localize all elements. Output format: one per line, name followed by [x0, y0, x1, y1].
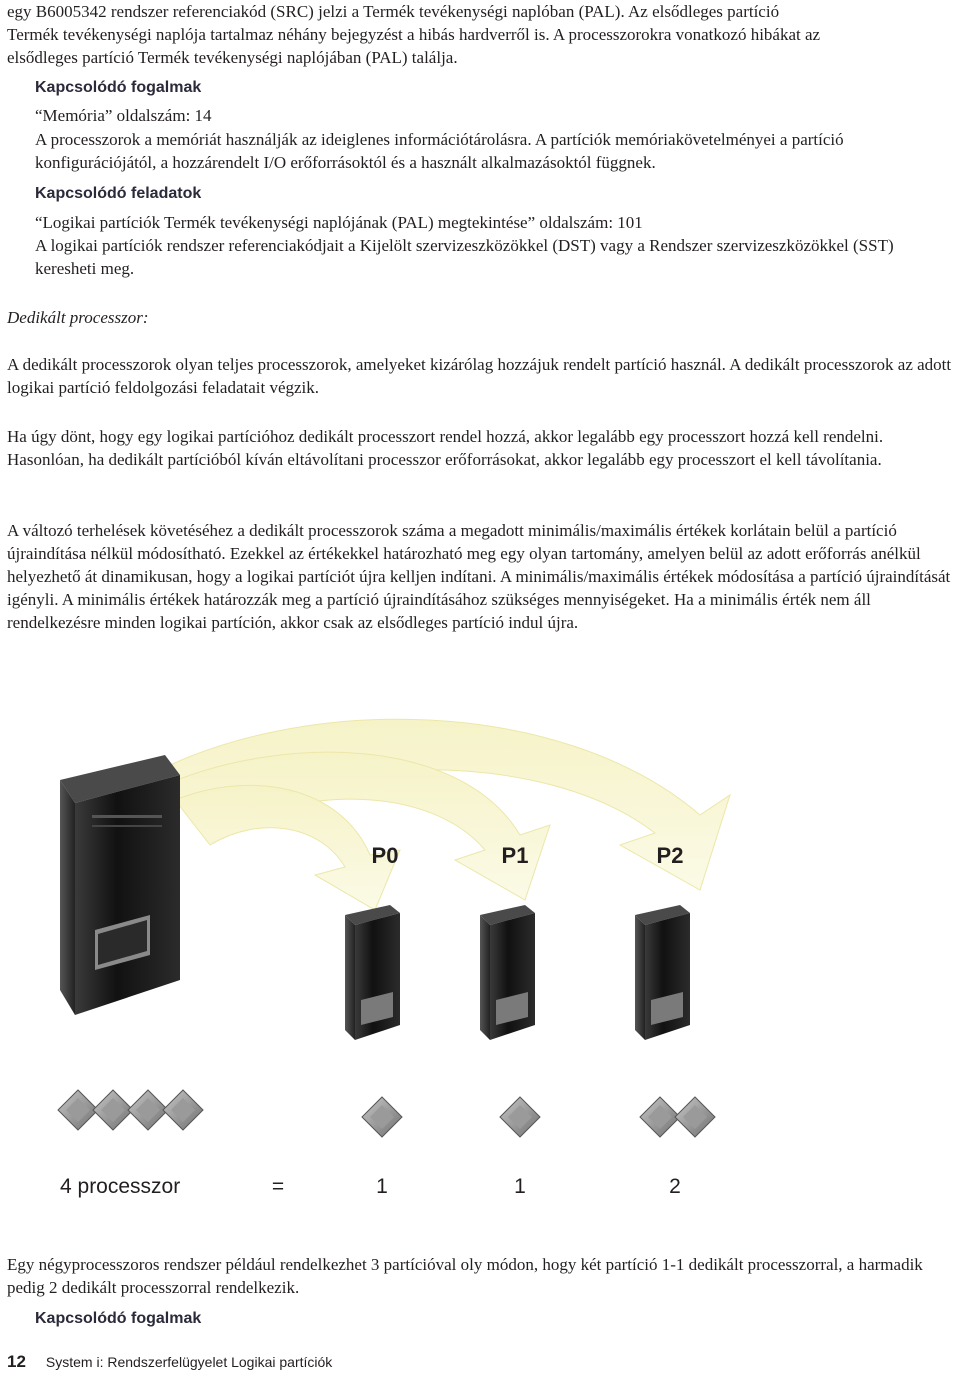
paragraph-3: A változó terhelések követéséhez a dedikált processzorok száma a megadott minimális/maximális értékek korlátain belül a partíció újraindítása nélkül módosítható. Ezekkel az értékekkel határozható meg egy olyan tartomány, amelyen belül az adott erőforrás anélkül helyezhető át dinamikusan, hogy a logikai partíciót újra kelljen indítani. A minimális/maximális értékek módosítása a partíció újraindítását igényli. A minimális értékek határozzák meg a partíció újraindításához szükséges mennyiségeket. Ha a minimális érték nem áll rendelkezésre minden logikai partíción, akkor csak az elsődleges partíció indul újra.: [7, 521, 951, 632]
chip-group-total: [58, 1090, 203, 1130]
count-p1: 1: [514, 1175, 526, 1198]
pal-link[interactable]: “Logikai partíciók Termék tevékenységi naplójának (PAL) megtekintése” oldalszám: 101: [35, 213, 643, 232]
memory-description: A processzorok a memóriát használják az ideiglenes információtárolásra. A partíciók memóriakövetelményei a partíció konfigurációjától, a hozzárendelt I/O erőforrásoktól és a használt alkalmazásoktól függnek.: [35, 130, 844, 172]
related-tasks-heading: Kapcsolódó feladatok: [35, 185, 202, 202]
chip-icon: [58, 1090, 98, 1130]
section-title: Dedikált processzor:: [7, 308, 149, 327]
pal-link-row: [35, 211, 957, 234]
count-p0: 1: [376, 1175, 388, 1198]
page-footer: [7, 1352, 332, 1372]
chip-icon: [163, 1090, 203, 1130]
arc-arrow-to-p0: [175, 785, 400, 910]
chip-icon: [640, 1097, 680, 1137]
chip-icon: [500, 1097, 540, 1137]
chip-icon: [675, 1097, 715, 1137]
chip-icon: [93, 1090, 133, 1130]
chip-icon: [362, 1097, 402, 1137]
pal-description: A logikai partíciók rendszer referenciakódjait a Kijelölt szervizeszközökkel (DST) vagy a Rendszer szervizeszközökkel (SST) keresheti meg.: [35, 236, 894, 278]
main-server-icon: [60, 755, 180, 1015]
intro-line-2: Termék tevékenységi naplója tartalmaz néhány bejegyzést a hibás hardverről is. A processzorokra vonatkozó hibákat az: [7, 25, 821, 44]
related-concepts-heading-2: Kapcsolódó fogalmak: [35, 1310, 202, 1327]
arc-arrows: [150, 719, 730, 910]
paragraph-1: A dedikált processzorok olyan teljes processzorok, amelyeket kizárólag hozzájuk rendelt partíció használ. A dedikált processzorok az adott logikai partíció feldolgozási feladatait végzik.: [7, 355, 952, 397]
paragraph-2: Ha úgy dönt, hogy egy logikai partícióhoz dedikált processzort rendel hozzá, akkor legalább egy processzort hozzá kell rendelni. Hasonlóan, ha dedikált partícióból kíván eltávolítani processzor erőforrásokat, akkor legalább egy processzort el kell távolítania.: [7, 427, 884, 469]
processor-allocation-figure: [0, 715, 960, 1235]
partition-server-p1-icon: [480, 905, 535, 1040]
partition-server-p0-icon: [345, 905, 400, 1040]
page-number: 12: [7, 1352, 26, 1371]
partition-label-p0: P0: [371, 843, 399, 868]
memory-link[interactable]: “Memória” oldalszám: 14: [35, 106, 212, 125]
figure-caption: Egy négyprocesszoros rendszer például rendelkezhet 3 partícióval oly módon, hogy két partíció 1-1 dedikált processzorral, a harmadik pedig 2 dedikált processzorral rendelkezik.: [7, 1255, 923, 1297]
total-processor-label: 4 processzor: [60, 1175, 181, 1198]
count-p2: 2: [669, 1175, 681, 1198]
footer-text: System i: Rendszerfelügyelet Logikai partíciók: [45, 1354, 333, 1370]
partition-server-p2-icon: [635, 905, 690, 1040]
chip-icon: [128, 1090, 168, 1130]
intro-line-1: egy B6005342 rendszer referenciakód (SRC) jelzi a Termék tevékenységi naplóban (PAL). Az elsődleges partíció: [7, 2, 780, 21]
partition-label-p2: P2: [656, 843, 684, 868]
partition-label-p1: P1: [501, 843, 529, 868]
intro-line-3: elsődleges partíció Termék tevékenységi naplójában (PAL) találja.: [7, 48, 458, 67]
related-concepts-heading: Kapcsolódó fogalmak: [35, 79, 202, 96]
memory-link-row: [35, 104, 957, 127]
equals-sign: =: [271, 1175, 285, 1198]
